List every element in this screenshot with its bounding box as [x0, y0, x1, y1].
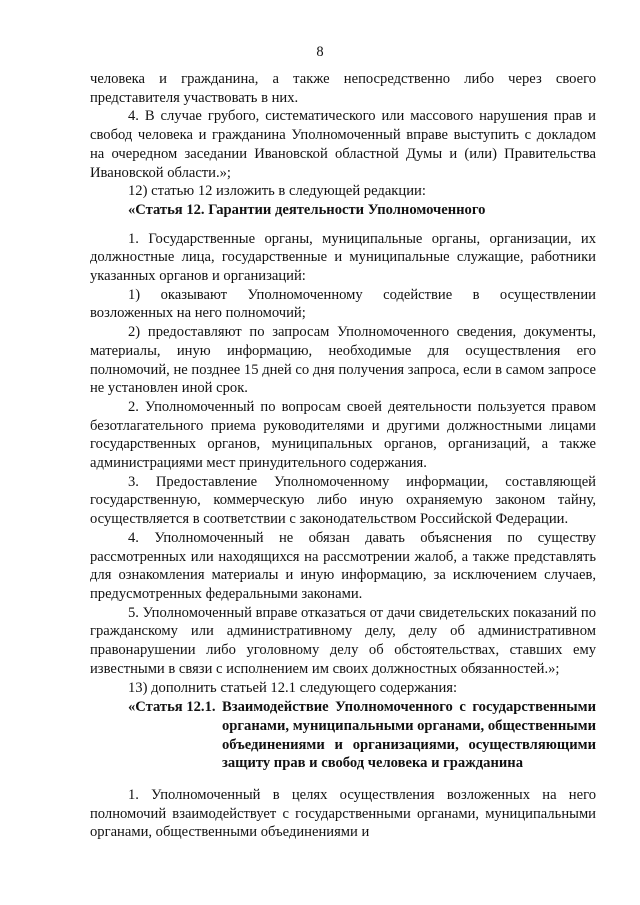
- paragraph-art12-part1: 1. Государственные органы, муниципальные органы, организации, их должностные лица, государственные и муниципальные служащие, работники указанных органов и организаций:: [90, 230, 596, 285]
- paragraph-item-13: 13) дополнить статьей 12.1 следующего содержания:: [128, 679, 458, 696]
- paragraph-art11-part4: 4. В случае грубого, систематического или массового нарушения прав и свобод человека и гражданина Уполномоченный вправе выступить с докладом на очередном заседании Ивановской областной Думы и (или) Правительства Ивановской области.»;: [90, 108, 596, 181]
- paragraph-item-12: 12) статью 12 изложить в следующей редакции:: [128, 183, 426, 200]
- paragraph-art12-part4: 4. Уполномоченный не обязан давать объяснения по существу рассмотренных или находящихся на рассмотрении жалоб, а также представлять для ознакомления материалы и иную информацию, за исключением случаев, предусмотренных федеральными законами.: [90, 529, 596, 602]
- article-12-1-heading: [90, 698, 596, 773]
- paragraph-art12-part1-sub2: 2) предоставляют по запросам Уполномоченного сведения, документы, материалы, иную информацию, необходимые для осуществления его полномочий, не позднее 15 дней со дня получения запроса, если в самом запросе не установлен иной срок.: [90, 324, 596, 397]
- paragraph-continuation: человека и гражданина, а также непосредственно либо через своего представителя участвовать в них.: [90, 71, 596, 106]
- article-12-1-title: Взаимодействие Уполномоченного с государственными органами, муниципальными органами, общественными объединениями и организациями, осуществляющими защиту прав и свобод человека и гражданина: [222, 699, 596, 772]
- paragraph-art12-1-part1: 1. Уполномоченный в целях осуществления возложенных на него полномочий взаимодействует с государственными органами, муниципальными органами, общественными объединениями и: [90, 787, 596, 841]
- article-12-heading: «Статья 12. Гарантии деятельности Уполномоченного: [128, 201, 486, 218]
- page-number: 8: [316, 44, 324, 60]
- paragraph-art12-part3: 3. Предоставление Уполномоченному информации, составляющей государственную, коммерческую либо иную охраняемую законом тайну, осуществляется в соответствии с законодательством Российской Федерации.: [90, 473, 596, 528]
- paragraph-art12-part2: 2. Уполномоченный по вопросам своей деятельности пользуется правом безотлагательного приема руководителями и другими должностными лицами государственных органов, муниципальных органов, организаций, а также администрациями мест принудительного содержания.: [90, 398, 596, 472]
- paragraph-art12-part5: 5. Уполномоченный вправе отказаться от дачи свидетельских показаний по гражданскому или административному делу, делу об административном правонарушении либо уголовному делу об обстоятельствах, ставших ему известными в связи с исполнением им своих должностных обязанностей.»;: [90, 604, 596, 677]
- document-body: [90, 70, 596, 842]
- article-12-1-number: «Статья 12.1.: [128, 699, 216, 716]
- paragraph-art12-part1-sub1: 1) оказывают Уполномоченному содействие в осуществлении возложенных на него полномочий;: [90, 286, 596, 322]
